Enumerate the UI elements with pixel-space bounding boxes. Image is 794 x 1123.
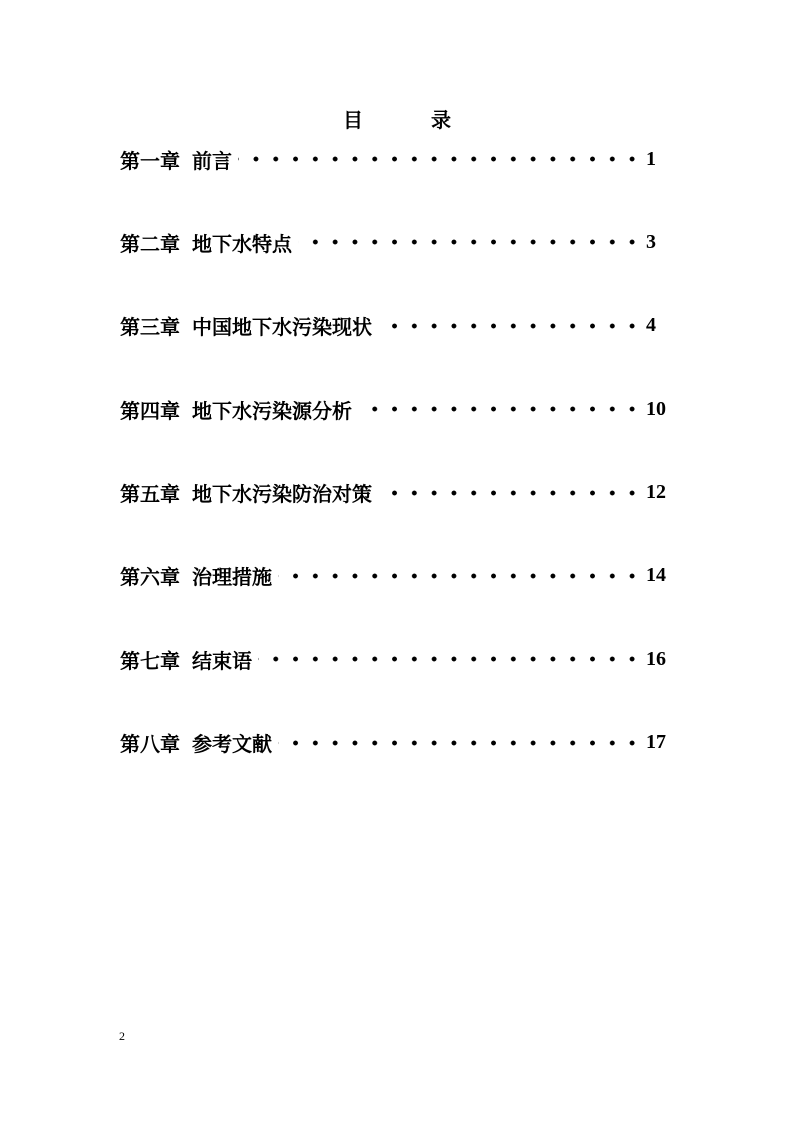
toc-heading: 治理措施 [192, 565, 272, 590]
toc-page-number: 3 [646, 230, 656, 253]
toc-list [120, 142, 680, 809]
dot-leader [298, 225, 642, 259]
dot-leader [378, 476, 642, 510]
toc-entry[interactable] [120, 642, 680, 725]
toc-title [0, 104, 794, 133]
footer-page-number: 2 [119, 1029, 125, 1043]
toc-heading: 结束语 [192, 648, 252, 673]
toc-heading: 参考文献 [192, 732, 272, 757]
dot-leader [258, 642, 642, 676]
toc-heading: 地下水特点 [192, 231, 292, 256]
toc-entry[interactable] [120, 476, 680, 559]
toc-entry[interactable] [120, 309, 680, 392]
toc-chapter-label: 第八章 [120, 732, 180, 757]
toc-entry[interactable] [120, 559, 680, 642]
toc-chapter-label: 第七章 [120, 648, 180, 673]
toc-chapter-label: 第二章 [120, 231, 180, 256]
toc-chapter-label: 第六章 [120, 565, 180, 590]
toc-page-number: 17 [646, 731, 666, 754]
toc-heading: 中国地下水污染现状 [192, 315, 372, 340]
toc-entry[interactable] [120, 726, 680, 809]
toc-page-number: 4 [646, 314, 656, 337]
toc-page-number: 1 [646, 147, 656, 170]
toc-heading: 前言 [192, 148, 232, 173]
dot-leader [378, 309, 642, 343]
toc-entry[interactable] [120, 392, 680, 475]
toc-heading: 地下水污染防治对策 [192, 482, 372, 507]
dot-leader [278, 726, 642, 760]
toc-chapter-label: 第四章 [120, 398, 180, 423]
toc-chapter-label: 第五章 [120, 482, 180, 507]
dot-leader [238, 142, 642, 176]
toc-entry[interactable] [120, 225, 680, 308]
toc-page-number: 10 [646, 397, 666, 420]
toc-title-char: 目 [343, 108, 363, 132]
dot-leader [278, 559, 642, 593]
toc-heading: 地下水污染源分析 [192, 398, 352, 423]
toc-page-number: 16 [646, 647, 666, 670]
toc-title-char: 录 [431, 108, 451, 132]
toc-entry[interactable] [120, 142, 680, 225]
toc-chapter-label: 第三章 [120, 315, 180, 340]
toc-chapter-label: 第一章 [120, 148, 180, 173]
dot-leader [358, 392, 642, 426]
toc-page-number: 14 [646, 564, 666, 587]
toc-page-number: 12 [646, 481, 666, 504]
